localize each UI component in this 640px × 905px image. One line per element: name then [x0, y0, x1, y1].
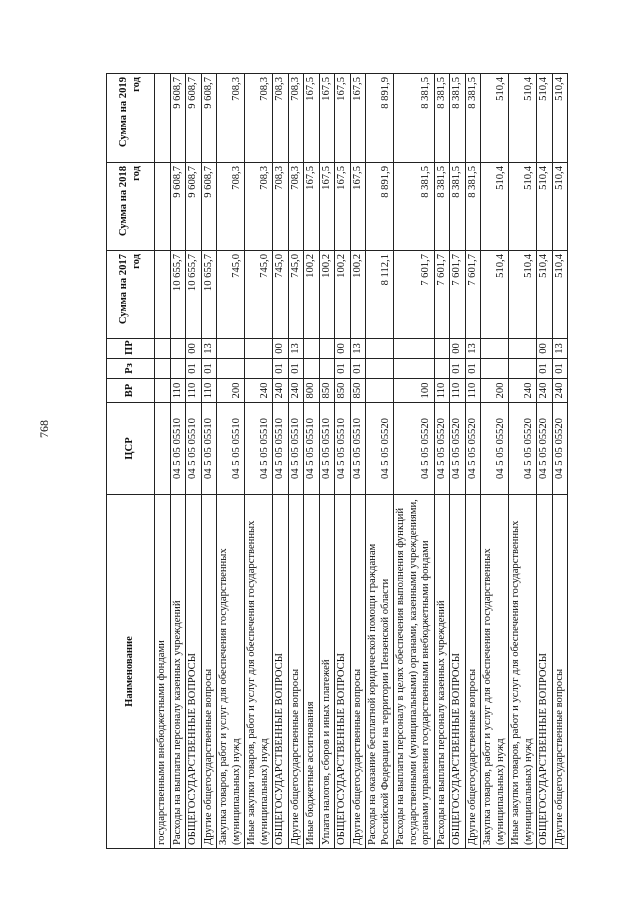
row-pr-cell: 13	[201, 339, 217, 359]
row-sum-2018-cell: 167,5	[319, 163, 335, 251]
row-rz-cell	[319, 359, 335, 379]
row-name-cell: Другие общегосударственные вопросы	[350, 495, 366, 849]
row-csr-cell: 04 5 05 05520	[465, 403, 481, 495]
row-pr-cell: 00	[335, 339, 351, 359]
page-number: 768	[37, 420, 51, 438]
row-vr-cell: 240	[509, 379, 537, 403]
row-csr-cell: 04 5 05 05510	[319, 403, 335, 495]
row-sum-2017-cell: 745,0	[273, 251, 289, 339]
row-sum-2017-cell: 100,2	[350, 251, 366, 339]
row-vr-cell: 240	[273, 379, 289, 403]
row-pr-cell: 00	[186, 339, 202, 359]
row-sum-2019-cell	[155, 74, 171, 163]
row-sum-2017-cell: 7 601,7	[465, 251, 481, 339]
row-vr-cell: 110	[450, 379, 466, 403]
table-row	[335, 74, 351, 849]
row-rz-cell	[434, 359, 450, 379]
row-vr-cell: 200	[481, 379, 509, 403]
row-sum-2019-cell: 708,3	[245, 74, 273, 163]
row-sum-2018-cell: 708,3	[273, 163, 289, 251]
row-pr-cell	[245, 339, 273, 359]
table-row	[552, 74, 568, 849]
row-rz-cell	[509, 359, 537, 379]
row-pr-cell	[319, 339, 335, 359]
row-sum-2019-cell: 167,5	[319, 74, 335, 163]
row-csr-cell: 04 5 05 05510	[201, 403, 217, 495]
row-pr-cell	[155, 339, 171, 359]
table-body	[155, 74, 568, 849]
row-sum-2019-cell: 708,3	[217, 74, 245, 163]
row-sum-2019-cell: 167,5	[304, 74, 320, 163]
row-sum-2017-cell: 510,4	[509, 251, 537, 339]
table-row	[319, 74, 335, 849]
row-sum-2017-cell: 510,4	[537, 251, 553, 339]
row-pr-cell: 13	[288, 339, 304, 359]
row-csr-cell: 04 5 05 05520	[366, 403, 394, 495]
row-sum-2019-cell: 9 608,7	[201, 74, 217, 163]
row-sum-2018-cell: 167,5	[304, 163, 320, 251]
row-rz-cell: 01	[201, 359, 217, 379]
row-sum-2019-cell: 708,3	[288, 74, 304, 163]
row-name-cell: Другие общегосударственные вопросы	[552, 495, 568, 849]
row-pr-cell	[304, 339, 320, 359]
row-rz-cell	[304, 359, 320, 379]
row-csr-cell: 04 5 05 05520	[509, 403, 537, 495]
row-name-cell: государственными внебюджетными фондами	[155, 495, 171, 849]
row-csr-cell: 04 5 05 05510	[273, 403, 289, 495]
row-csr-cell: 04 5 05 05520	[481, 403, 509, 495]
row-sum-2017-cell: 7 601,7	[394, 251, 435, 339]
row-vr-cell: 100	[394, 379, 435, 403]
header-sum-2017: Сумма на 2017 год	[107, 251, 155, 339]
row-csr-cell	[155, 403, 171, 495]
table-row	[155, 74, 171, 849]
row-sum-2019-cell: 8 381,5	[465, 74, 481, 163]
row-name-cell: Другие общегосударственные вопросы	[201, 495, 217, 849]
row-sum-2017-cell: 745,0	[245, 251, 273, 339]
table-row	[217, 74, 245, 849]
row-rz-cell: 01	[186, 359, 202, 379]
row-pr-cell: 13	[465, 339, 481, 359]
table-row	[186, 74, 202, 849]
row-csr-cell: 04 5 05 05520	[552, 403, 568, 495]
row-pr-cell: 13	[552, 339, 568, 359]
row-sum-2017-cell: 745,0	[217, 251, 245, 339]
table-row	[288, 74, 304, 849]
row-name-cell: Расходы на выплаты персоналу казенных учреждений	[170, 495, 186, 849]
row-sum-2018-cell: 8 381,5	[394, 163, 435, 251]
row-pr-cell	[481, 339, 509, 359]
row-csr-cell: 04 5 05 05510	[350, 403, 366, 495]
row-sum-2017-cell: 8 112,1	[366, 251, 394, 339]
header-csr: ЦСР	[107, 403, 155, 495]
row-name-cell: Расходы на выплаты персоналу казенных учреждений	[434, 495, 450, 849]
row-sum-2019-cell: 9 608,7	[186, 74, 202, 163]
row-rz-cell: 01	[288, 359, 304, 379]
row-sum-2018-cell: 708,3	[217, 163, 245, 251]
row-sum-2017-cell	[155, 251, 171, 339]
row-pr-cell	[394, 339, 435, 359]
row-sum-2019-cell: 510,4	[509, 74, 537, 163]
header-name: Наименование	[107, 495, 155, 849]
row-vr-cell: 850	[319, 379, 335, 403]
row-rz-cell: 01	[465, 359, 481, 379]
row-csr-cell: 04 5 05 05520	[394, 403, 435, 495]
row-vr-cell: 110	[186, 379, 202, 403]
row-sum-2019-cell: 708,3	[273, 74, 289, 163]
table-row	[450, 74, 466, 849]
row-sum-2018-cell: 8 891,9	[366, 163, 394, 251]
row-rz-cell: 01	[350, 359, 366, 379]
row-name-cell: ОБЩЕГОСУДАРСТВЕННЫЕ ВОПРОСЫ	[186, 495, 202, 849]
row-csr-cell: 04 5 05 05510	[186, 403, 202, 495]
row-sum-2019-cell: 510,4	[481, 74, 509, 163]
row-sum-2017-cell: 100,2	[319, 251, 335, 339]
row-sum-2018-cell: 9 608,7	[201, 163, 217, 251]
row-rz-cell	[155, 359, 171, 379]
row-name-cell: Другие общегосударственные вопросы	[465, 495, 481, 849]
row-sum-2019-cell: 167,5	[350, 74, 366, 163]
row-rz-cell: 01	[335, 359, 351, 379]
row-rz-cell	[170, 359, 186, 379]
row-pr-cell	[217, 339, 245, 359]
row-pr-cell: 00	[273, 339, 289, 359]
row-rz-cell	[481, 359, 509, 379]
header-sum-2019: Сумма на 2019 год	[107, 74, 155, 163]
row-sum-2018-cell: 510,4	[509, 163, 537, 251]
row-rz-cell: 01	[552, 359, 568, 379]
row-csr-cell: 04 5 05 05510	[245, 403, 273, 495]
table-row	[481, 74, 509, 849]
row-name-cell: Уплата налогов, сборов и иных платежей	[319, 495, 335, 849]
row-sum-2017-cell: 510,4	[481, 251, 509, 339]
header-pr: ПР	[107, 339, 155, 359]
row-vr-cell: 110	[434, 379, 450, 403]
row-csr-cell: 04 5 05 05510	[335, 403, 351, 495]
row-sum-2019-cell: 8 891,9	[366, 74, 394, 163]
row-rz-cell: 01	[450, 359, 466, 379]
row-sum-2019-cell: 8 381,5	[434, 74, 450, 163]
row-csr-cell: 04 5 05 05510	[288, 403, 304, 495]
header-vr: ВР	[107, 379, 155, 403]
row-vr-cell: 240	[288, 379, 304, 403]
table-row	[170, 74, 186, 849]
table-row	[201, 74, 217, 849]
row-sum-2018-cell: 9 608,7	[170, 163, 186, 251]
budget-table	[106, 73, 568, 849]
row-rz-cell: 01	[537, 359, 553, 379]
row-pr-cell	[509, 339, 537, 359]
row-sum-2017-cell: 10 655,7	[170, 251, 186, 339]
row-name-cell: ОБЩЕГОСУДАРСТВЕННЫЕ ВОПРОСЫ	[335, 495, 351, 849]
row-sum-2018-cell	[155, 163, 171, 251]
row-sum-2019-cell: 510,4	[537, 74, 553, 163]
table-row	[434, 74, 450, 849]
row-sum-2019-cell: 510,4	[552, 74, 568, 163]
row-sum-2019-cell: 8 381,5	[450, 74, 466, 163]
row-pr-cell: 00	[450, 339, 466, 359]
row-csr-cell: 04 5 05 05510	[170, 403, 186, 495]
row-pr-cell	[366, 339, 394, 359]
row-sum-2018-cell: 167,5	[350, 163, 366, 251]
row-vr-cell	[155, 379, 171, 403]
row-name-cell: ОБЩЕГОСУДАРСТВЕННЫЕ ВОПРОСЫ	[273, 495, 289, 849]
table-row	[366, 74, 394, 849]
row-sum-2017-cell: 10 655,7	[186, 251, 202, 339]
row-vr-cell: 240	[245, 379, 273, 403]
row-name-cell: Другие общегосударственные вопросы	[288, 495, 304, 849]
row-vr-cell: 110	[201, 379, 217, 403]
row-sum-2017-cell: 10 655,7	[201, 251, 217, 339]
row-pr-cell: 00	[537, 339, 553, 359]
row-rz-cell	[366, 359, 394, 379]
row-sum-2017-cell: 510,4	[552, 251, 568, 339]
table-row	[394, 74, 435, 849]
row-sum-2018-cell: 9 608,7	[186, 163, 202, 251]
row-vr-cell: 850	[335, 379, 351, 403]
row-vr-cell: 240	[552, 379, 568, 403]
row-pr-cell	[170, 339, 186, 359]
row-csr-cell: 04 5 05 05520	[537, 403, 553, 495]
row-name-cell: Закупка товаров, работ и услуг для обеспечения государственных (муниципальных) нужд	[481, 495, 509, 849]
row-rz-cell: 01	[273, 359, 289, 379]
row-sum-2019-cell: 8 381,5	[394, 74, 435, 163]
row-vr-cell: 800	[304, 379, 320, 403]
row-sum-2018-cell: 8 381,5	[450, 163, 466, 251]
row-sum-2019-cell: 167,5	[335, 74, 351, 163]
header-rz: Рз	[107, 359, 155, 379]
row-sum-2018-cell: 510,4	[537, 163, 553, 251]
row-csr-cell: 04 5 05 05520	[434, 403, 450, 495]
table-row	[350, 74, 366, 849]
row-pr-cell: 13	[350, 339, 366, 359]
header-sum-2018: Сумма на 2018 год	[107, 163, 155, 251]
row-sum-2017-cell: 7 601,7	[450, 251, 466, 339]
row-sum-2018-cell: 167,5	[335, 163, 351, 251]
row-csr-cell: 04 5 05 05520	[450, 403, 466, 495]
row-name-cell: ОБЩЕГОСУДАРСТВЕННЫЕ ВОПРОСЫ	[450, 495, 466, 849]
table-row	[509, 74, 537, 849]
row-sum-2017-cell: 100,2	[304, 251, 320, 339]
row-name-cell: Иные закупки товаров, работ и услуг для обеспечения государственных (муниципальных) нужд	[245, 495, 273, 849]
row-pr-cell	[434, 339, 450, 359]
row-rz-cell	[245, 359, 273, 379]
row-sum-2018-cell: 708,3	[245, 163, 273, 251]
row-vr-cell: 110	[465, 379, 481, 403]
row-rz-cell	[217, 359, 245, 379]
row-sum-2018-cell: 8 381,5	[434, 163, 450, 251]
row-sum-2018-cell: 708,3	[288, 163, 304, 251]
table-row	[465, 74, 481, 849]
row-sum-2018-cell: 8 381,5	[465, 163, 481, 251]
row-csr-cell: 04 5 05 05510	[217, 403, 245, 495]
row-name-cell: Расходы на выплаты персоналу в целях обеспечения выполнения функций государственными (муниципальными) органами, казенными учреждениями, органами управления государственными внебюджетными фондами	[394, 495, 435, 849]
row-name-cell: ОБЩЕГОСУДАРСТВЕННЫЕ ВОПРОСЫ	[537, 495, 553, 849]
table-row	[273, 74, 289, 849]
table-row	[537, 74, 553, 849]
row-vr-cell: 110	[170, 379, 186, 403]
row-sum-2017-cell: 7 601,7	[434, 251, 450, 339]
row-sum-2018-cell: 510,4	[481, 163, 509, 251]
row-vr-cell	[366, 379, 394, 403]
row-name-cell: Иные закупки товаров, работ и услуг для обеспечения государственных (муниципальных) нужд	[509, 495, 537, 849]
row-vr-cell: 850	[350, 379, 366, 403]
row-rz-cell	[394, 359, 435, 379]
row-vr-cell: 200	[217, 379, 245, 403]
row-name-cell: Расходы на оказание бесплатной юридической помощи гражданам Российской Федерации на территории Пензенской области	[366, 495, 394, 849]
row-sum-2017-cell: 100,2	[335, 251, 351, 339]
table-header-row	[107, 74, 155, 849]
row-sum-2017-cell: 745,0	[288, 251, 304, 339]
rotated-table-container	[106, 74, 565, 849]
row-sum-2019-cell: 9 608,7	[170, 74, 186, 163]
row-csr-cell: 04 5 05 05510	[304, 403, 320, 495]
row-sum-2018-cell: 510,4	[552, 163, 568, 251]
row-vr-cell: 240	[537, 379, 553, 403]
row-name-cell: Закупка товаров, работ и услуг для обеспечения государственных (муниципальных) нужд	[217, 495, 245, 849]
table-row	[245, 74, 273, 849]
table-row	[304, 74, 320, 849]
row-name-cell: Иные бюджетные ассигнования	[304, 495, 320, 849]
